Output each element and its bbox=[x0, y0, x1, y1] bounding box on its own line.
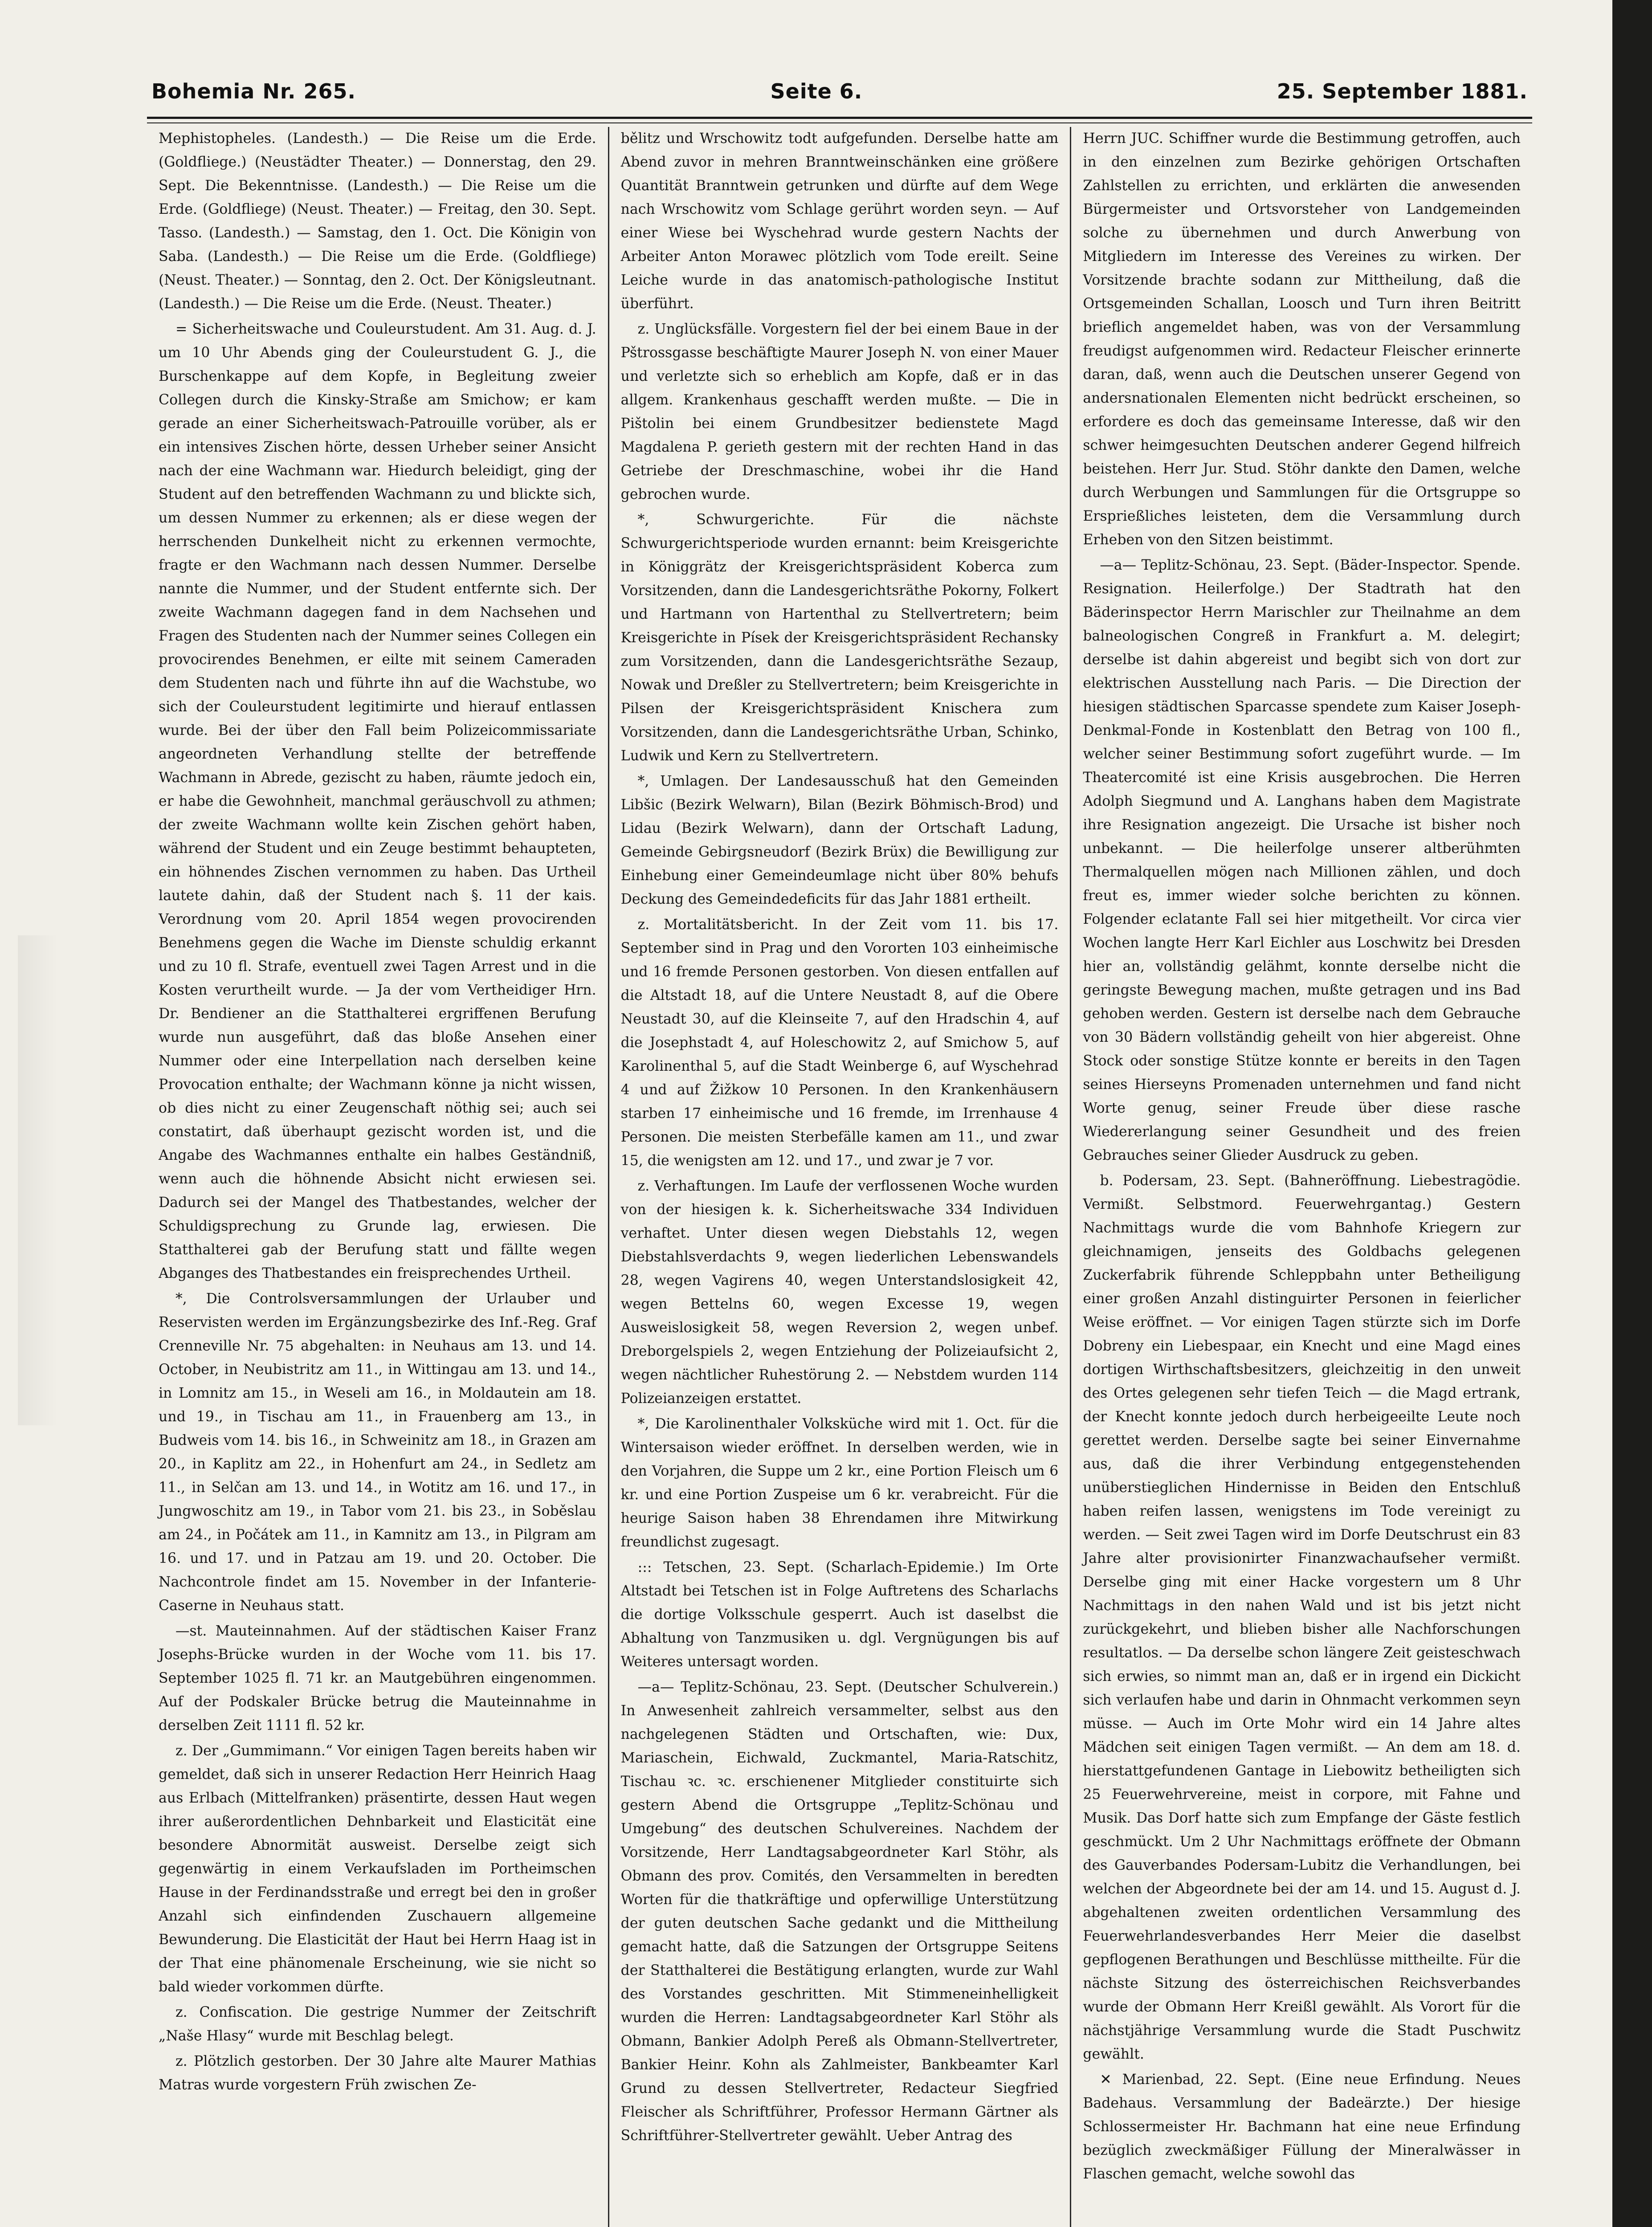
header-page-number: Seite 6. bbox=[770, 79, 863, 103]
paragraph: *, Die Karolinenthaler Volksküche wird mit 1. Oct. für die Wintersaison wieder eröffnet. In derselben werden, wie in den Vorjahren, die Suppe um 2 kr., eine Portion Fleisch um 6 kr. und eine Portion Zuspeise um 6 kr. verabreicht. Für die heurige Saison haben 38 Ehrendamen ihre Mitwirkung freundlichst zugesagt. bbox=[620, 1416, 1059, 1550]
paragraph: Mephistopheles. (Landesth.) — Die Reise um die Erde. (Goldfliege.) (Neustädter Theater.) — Donnerstag, den 29. Sept. Die Bekenntnisse. (Landesth.) — Die Reise um die Erde. (Goldfliege) (Neust. Theater.) — Freitag, den 30. Sept. Tasso. (Landesth.) — Samstag, den 1. Oct. Die Königin von Saba. (Landesth.) — Die Reise um die Erde. (Goldfliege) (Neust. Theater.) — Sonntag, den 2. Oct. Der Königsleutnant. (Landesth.) — Die Reise um die Erde. (Neust. Theater.) bbox=[159, 131, 596, 312]
paragraph: b. Podersam, 23. Sept. (Bahneröffnung. Liebestragödie. Vermißt. Selbstmord. Feuerwehrgantag.) Gestern Nachmittags wurde die vom Bahnhofe Kriegern zur gleichnamigen, jenseits des Goldbachs gelegenen Zuckerfabrik führende Schleppbahn unter Betheiligung einer großen Anzahl distinguirter Personen in feierlicher Weise eröffnet. — Vor einigen Tagen stürzte sich im Dorfe Dobreny ein Liebespaar, ein Knecht und eine Magd eines dortigen Wirthschaftsbesitzers, gleichzeitig in den unweit des Ortes gelegenen sehr tiefen Teich — die Magd ertrank, der Knecht konnte jedoch durch herbeigeeilte Leute noch gerettet werden. Derselbe sagte bei seiner Einvernahme aus, daß die ihrer Verbindung entgegenstehenden unüberstieglichen Hindernisse in Beiden den Entschluß haben reifen lassen, wenigstens im Tode vereinigt zu werden. — Seit zwei Tagen wird im Dorfe Deutschrust ein 83 Jahre alter provisionirter Finanzwachaufseher vermißt. Derselbe ging mit einer Hacke vorgestern um 8 Uhr Nachmittags in den nahen Wald und ist bis jetzt nicht zurückgekehrt, und blieben bisher alle Nachforschungen resultatlos. — Da derselbe schon längere Zeit geisteschwach sich erwies, so nimmt man an, daß er in irgend ein Dickicht sich verlaufen habe und darin in Ohnmacht verkommen seyn müsse. — Auch im Orte Mohr wird ein 14 Jahre altes Mädchen seit einigen Tagen vermißt. — An dem am 18. d. hierstattgefundenen Gantage in Liebowitz betheiligten sich 25 Feuerwehrvereine, meist in corpore, mit Fahne und Musik. Das Dorf hatte sich zum Empfange der Gäste festlich geschmückt. Um 2 Uhr Nachmittags eröffnete der Obmann des Gauverbandes Podersam-Lubitz die Verhandlungen, bei welchen der Abgeordnete bei der am 14. und 15. August d. J. abgehaltenen zweiten ordentlichen Versammlung des Feuerwehrlandesverbandes Herr Meier die daselbst gepflogenen Berathungen und Beschlüsse mittheilte. Für die nächste Sitzung des österreichischen Reichsverbandes wurde der Obmann Herr Kreißl gewählt. Als Vorort für die nächstjährige Versammlung wurde die Stadt Puschwitz gewählt. bbox=[1083, 1173, 1521, 2062]
paragraph: —st. Mauteinnahmen. Auf der städtischen Kaiser Franz Josephs-Brücke wurden in der Woche vom 11. bis 17. September 1025 fl. 71 kr. an Mautgebühren eingenommen. Auf der Podskaler Brücke betrug die Mauteinnahme in derselben Zeit 1111 fl. 52 kr. bbox=[159, 1623, 596, 1733]
article-columns bbox=[147, 127, 1532, 2227]
paragraph: ::: Tetschen, 23. Sept. (Scharlach-Epidemie.) Im Orte Altstadt bei Tetschen ist in Folge Auftretens des Scharlachs die dortige Volksschule gesperrt. Auch ist daselbst die Abhaltung von Tanzmusiken u. dgl. Vergnügungen bis auf Weiteres untersagt worden. bbox=[620, 1559, 1059, 1670]
paragraph: ✕ Marienbad, 22. Sept. (Eine neue Erfindung. Neues Badehaus. Versammlung der Badeärzte.) Der hiesige Schlossermeister Hr. Bachmann hat eine neue Erfindung bezüglich zweckmäßiger Füllung der Mineralwässer in Flaschen gemacht, welche sowohl das bbox=[1083, 2072, 1521, 2182]
paragraph: bělitz und Wrschowitz todt aufgefunden. Derselbe hatte am Abend zuvor in mehren Branntweinschänken eine größere Quantität Branntwein getrunken und dürfte auf dem Wege nach Wrschowitz vom Schlage gerührt worden seyn. — Auf einer Wiese bei Wyschehrad wurde gestern Nachts der Arbeiter Anton Morawec plötzlich vom Tode ereilt. Seine Leiche wurde in das anatomisch-pathologische Institut überführt. bbox=[620, 131, 1059, 312]
paragraph: —a— Teplitz-Schönau, 23. Sept. (Deutscher Schulverein.) In Anwesenheit zahlreich versammelter, selbst aus den nachgelegenen Städten und Ortschaften, wie: Dux, Mariaschein, Eichwald, Zuckmantel, Maria-Ratschitz, Tischau ꝛc. ꝛc. erschienener Mitglieder constituirte sich gestern Abend die Ortsgruppe „Teplitz-Schönau und Umgebung“ des deutschen Schulvereines. Nachdem der Vorsitzende, Herr Landtagsabgeordneter Karl Stöhr, als Obmann des prov. Comités, den Versammelten in beredten Worten für die thatkräftige und opferwillige Unterstützung der guten deutschen Sache gedankt und die Mittheilung gemacht hatte, daß die Satzungen der Ortsgruppe Seitens der Statthalterei die Bestätigung erlangten, wurde zur Wahl des Vorstandes geschritten. Mit Stimmeneinhelligkeit wurden die Herren: Landtagsabgeordneter Karl Stöhr als Obmann, Bankier Adolph Pereß als Obmann-Stellvertreter, Bankier Heinr. Kohn als Zahlmeister, Bankbeamter Karl Grund zu dessen Stellvertreter, Redacteur Siegfried Fleischer als Schriftführer, Professor Hermann Gärtner als Schriftführer-Stellvertreter gewählt. Ueber Antrag des bbox=[620, 1679, 1059, 2144]
scan-edge bbox=[1612, 0, 1652, 2227]
paragraph: z. Unglücksfälle. Vorgestern fiel der bei einem Baue in der Pštrossgasse beschäftigte Maurer Joseph N. von einer Mauer und verletzte sich so erheblich am Kopfe, daß er in das allgem. Krankenhaus geschafft werden mußte. — Die in Pištolin bei einem Grundbesitzer bedienstete Magd Magdalena P. gerieth gestern mit der rechten Hand in das Getriebe der Dreschmaschine, wobei ihr die Hand gebrochen wurde. bbox=[620, 321, 1059, 502]
paragraph: Herrn JUC. Schiffner wurde die Bestimmung getroffen, auch in den einzelnen zum Bezirke gehörigen Ortschaften Zahlstellen zu errichten, und erklärten die anwesenden Bürgermeister und Ortsvorsteher von Landgemeinden solche zu übernehmen und durch Anwerbung von Mitgliedern im Interesse des Vereines zu wirken. Der Vorsitzende brachte sodann zur Mittheilung, daß die Ortsgemeinden Schallan, Loosch und Turn ihren Beitritt brieflich angemeldet haben, was von der Versammlung freudigst aufgenommen wird. Redacteur Fleischer erinnerte daran, daß, wenn auch die Deutschen unserer Gegend von andersnationalen Elementen nicht bedrückt erscheinen, so erfordere es doch das gemeinsame Interesse, daß wir den schwer heimgesuchten Deutschen anderer Gegend hilfreich beistehen. Herr Jur. Stud. Stöhr dankte den Damen, welche durch Werbungen und Sammlungen für die Ortsgruppe so Ersprießliches leisteten, dem die Versammlung durch Erheben von den Sitzen beistimmt. bbox=[1083, 131, 1521, 548]
paragraph: z. Der „Gummimann.“ Vor einigen Tagen bereits haben wir gemeldet, daß sich in unserer Redaction Herr Heinrich Haag aus Erlbach (Mittelfranken) präsentirte, dessen Haut wegen ihrer außerordentlichen Dehnbarkeit und Elasticität eine besondere Abnormität ausweist. Derselbe zeigt sich gegenwärtig in einem Verkaufsladen im Portheimschen Hause in der Ferdinandsstraße und erregt bei den in großer Anzahl sich einfindenden Zuschauern allgemeine Bewunderung. Die Elasticität der Haut bei Herrn Haag ist in der That eine phänomenale Erscheinung, wie sie nicht so bald wieder vorkommen dürfte. bbox=[159, 1743, 596, 1995]
paragraph: *, Die Controlsversammlungen der Urlauber und Reservisten werden im Ergänzungsbezirke des Inf.-Reg. Graf Crenneville Nr. 75 abgehalten: in Neuhaus am 13. und 14. October, in Neubistritz am 11., in Wittingau am 13. und 14., in Lomnitz am 15., in Weseli am 16., in Moldautein am 18. und 19., in Tischau am 11., in Frauenberg am 13., in Budweis vom 14. bis 16., in Schweinitz am 18., in Grazen am 20., in Kaplitz am 22., in Hohenfurt am 24., in Sedletz am 11., in Selčan am 13. und 14., in Wotitz am 16. und 17., in Jungwoschitz am 19., in Tabor vom 21. bis 23., in Soběslau am 24., in Počátek am 11., in Kamnitz am 13., in Pilgram am 16. und 17. und in Patzau am 19. und 20. October. Die Nachcontrole findet am 15. November in der Infanterie-Caserne in Neuhaus statt. bbox=[159, 1291, 596, 1614]
paragraph: *, Schwurgerichte. Für die nächste Schwurgerichtsperiode wurden ernannt: beim Kreisgerichte in Königgrätz der Kreisgerichtspräsident Koberca zum Vorsitzenden, dann die Landesgerichtsräthe Pokorny, Folkert und Hartmann von Hartenthal zu Stellvertretern; beim Kreisgerichte in Písek der Kreisgerichtspräsident Rechansky zum Vorsitzenden, dann die Landesgerichtsräthe Sezaup, Nowak und Dreßler zu Stellvertretern; beim Kreisgerichte in Pilsen der Kreisgerichtspräsident Knischera zum Vorsitzenden, dann die Landesgerichtsräthe Urban, Schinko, Ludwik und Kern zu Stellvertretern. bbox=[620, 512, 1059, 764]
paragraph: z. Confiscation. Die gestrige Nummer der Zeitschrift „Naše Hlasy“ wurde mit Beschlag belegt. bbox=[159, 2004, 596, 2044]
binding-shadow bbox=[18, 935, 58, 1425]
column-2 bbox=[608, 127, 1070, 2227]
page-header bbox=[151, 73, 1528, 109]
paragraph: *, Umlagen. Der Landesausschuß hat den Gemeinden Libšic (Bezirk Welwarn), Bilan (Bezirk Böhmisch-Brod) und Lidau (Bezirk Welwarn), dann der Ortschaft Ladung, Gemeinde Gebirgsneudorf (Bezirk Brüx) die Bewilligung zur Einhebung einer Gemeindeumlage nicht über 80% behufs Deckung des Gemeindedeficits für das Jahr 1881 ertheilt. bbox=[620, 773, 1059, 907]
column-1 bbox=[147, 127, 608, 2227]
paragraph: = Sicherheitswache und Couleurstudent. Am 31. Aug. d. J. um 10 Uhr Abends ging der Couleurstudent G. J., die Burschenkappe auf dem Kopfe, in Begleitung zweier Collegen durch die Kinsky-Straße am Smichow; er kam gerade an einer Sicherheitswach-Patrouille vorüber, als er ein intensives Zischen hörte, dessen Urheber seiner Ansicht nach der eine Wachmann war. Hiedurch beleidigt, ging der Student auf den betreffenden Wachmann zu und blickte sich, um dessen Nummer zu erkennen; als er diese wegen der herrschenden Dunkelheit nicht zu erkennen vermochte, fragte er den Wachmann nach dessen Nummer. Derselbe nannte die Nummer, und der Student entfernte sich. Der zweite Wachmann dagegen fand in dem Nachsehen und Fragen des Studenten nach der Nummer seines Collegen ein provocirendes Benehmen, er eilte mit seinem Cameraden dem Studenten nach und führte ihn auf die Wachstube, wo sich der Couleurstudent legitimirte und hierauf entlassen wurde. Bei der über den Fall beim Polizeicommissariate angeordneten Verhandlung stellte der betreffende Wachmann in Abrede, gezischt zu haben, räumte jedoch ein, er habe die Gewohnheit, manchmal geräuschvoll zu athmen; der zweite Wachmann wollte kein Zischen gehört haben, während der Student und ein Zeuge bestimmt behaupteten, ein höhnendes Zischen vernommen zu haben. Das Urtheil lautete dahin, daß der Student nach §. 11 der kais. Verordnung vom 20. April 1854 wegen provocirenden Benehmens gegen die Wache im Dienste schuldig erkannt und zu 10 fl. Strafe, eventuell zwei Tagen Arrest und in die Kosten verurtheilt wurde. — Ja der vom Vertheidiger Hrn. Dr. Bendiener an die Statthalterei ergriffenen Berufung wurde nun ausgeführt, daß das bloße Ansehen einer Nummer oder eine Interpellation nach derselben keine Provocation enthalte; der Wachmann könne ja nicht wissen, ob dies nicht zu einer Zeugenschaft nöthig sei; auch sei constatirt, daß überhaupt gezischt worden ist, und die Angabe des Wachmannes enthalte ein halbes Geständniß, wenn auch die höhnende Absicht nicht erwiesen sei. Dadurch sei der Mangel des Thatbestandes, welcher der Schuldigsprechung zu Grunde lag, erwiesen. Die Statthalterei gab der Berufung statt und fällte wegen Abganges des Thatbestandes ein freisprechendes Urtheil. bbox=[159, 321, 596, 1281]
paragraph: z. Verhaftungen. Im Laufe der verflossenen Woche wurden von der hiesigen k. k. Sicherheitswache 334 Individuen verhaftet. Unter diesen wegen Diebstahls 12, wegen Diebstahlsverdachts 9, wegen liederlichen Lebenswandels 28, wegen Vagirens 40, wegen Unterstandslosigkeit 42, wegen Bettelns 60, wegen Excesse 19, wegen Ausweislosigkeit 58, wegen Reversion 2, wegen unbef. Dreborgelspiels 2, wegen Entziehung der Polizeiaufsicht 2, wegen nächtlicher Ruhestörung 2. — Nebstdem wurden 114 Polizeianzeigen erstattet. bbox=[620, 1178, 1059, 1407]
header-rule bbox=[147, 117, 1532, 123]
column-3 bbox=[1070, 127, 1532, 2227]
paragraph: z. Plötzlich gestorben. Der 30 Jahre alte Maurer Mathias Matras wurde vorgestern Früh zwischen Ze- bbox=[159, 2053, 596, 2093]
header-masthead: Bohemia Nr. 265. bbox=[151, 79, 356, 103]
paragraph: z. Mortalitätsbericht. In der Zeit vom 11. bis 17. September sind in Prag und den Vororten 103 einheimische und 16 fremde Personen gestorben. Von diesen entfallen auf die Altstadt 18, auf die Untere Neustadt 8, auf die Obere Neustadt 30, auf die Kleinseite 7, auf den Hradschin 4, auf die Josephstadt 4, auf Holeschowitz 2, auf Smichow 5, auf Karolinenthal 5, auf die Stadt Weinberge 6, auf Wyschehrad 4 und auf Žižkow 10 Personen. In den Krankenhäusern starben 17 einheimische und 16 fremde, im Irrenhause 4 Personen. Die meisten Sterbefälle kamen am 11., und zwar 15, die wenigsten am 12. und 17., und zwar je 7 vor. bbox=[620, 917, 1059, 1169]
paragraph: —a— Teplitz-Schönau, 23. Sept. (Bäder-Inspector. Spende. Resignation. Heilerfolge.) Der Stadtrath hat den Bäderinspector Herrn Marischler zur Theilnahme an dem balneologischen Congreß in Frankfurt a. M. delegirt; derselbe ist dahin abgereist und begibt sich von dort zur elektrischen Ausstellung nach Paris. — Die Direction der hiesigen städtischen Sparcasse spendete zum Kaiser Joseph-Denkmal-Fonde in Kostenblatt den Betrag von 100 fl., welcher seiner Bestimmung sofort zugeführt wurde. — Im Theatercomité ist eine Krisis ausgebrochen. Die Herren Adolph Siegmund und A. Langhans haben dem Magistrate ihre Resignation angezeigt. Die Ursache ist bisher noch unbekannt. — Die heilerfolge unserer altberühmten Thermalquellen mögen nach Millionen zählen, und doch freut es, immer wieder solche berichten zu können. Folgender eclatante Fall sei hier mitgetheilt. Vor circa vier Wochen langte Herr Karl Eichler aus Loschwitz bei Dresden hier an, vollständig gelähmt, konnte derselbe nicht die geringste Bewegung machen, mußte getragen und ins Bad gehoben werden. Gestern ist derselbe nach dem Gebrauche von 30 Bädern vollständig geheilt von hier abgereist. Ohne Stock oder sonstige Stütze konnte er bereits in den Tagen seines Hierseyns Promenaden unternehmen und fand nicht Worte genug, seiner Freude über diese rasche Wiedererlangung seiner Gesundheit und des freien Gebrauches seiner Glieder Ausdruck zu geben. bbox=[1083, 557, 1521, 1163]
header-date: 25. September 1881. bbox=[1277, 79, 1528, 103]
